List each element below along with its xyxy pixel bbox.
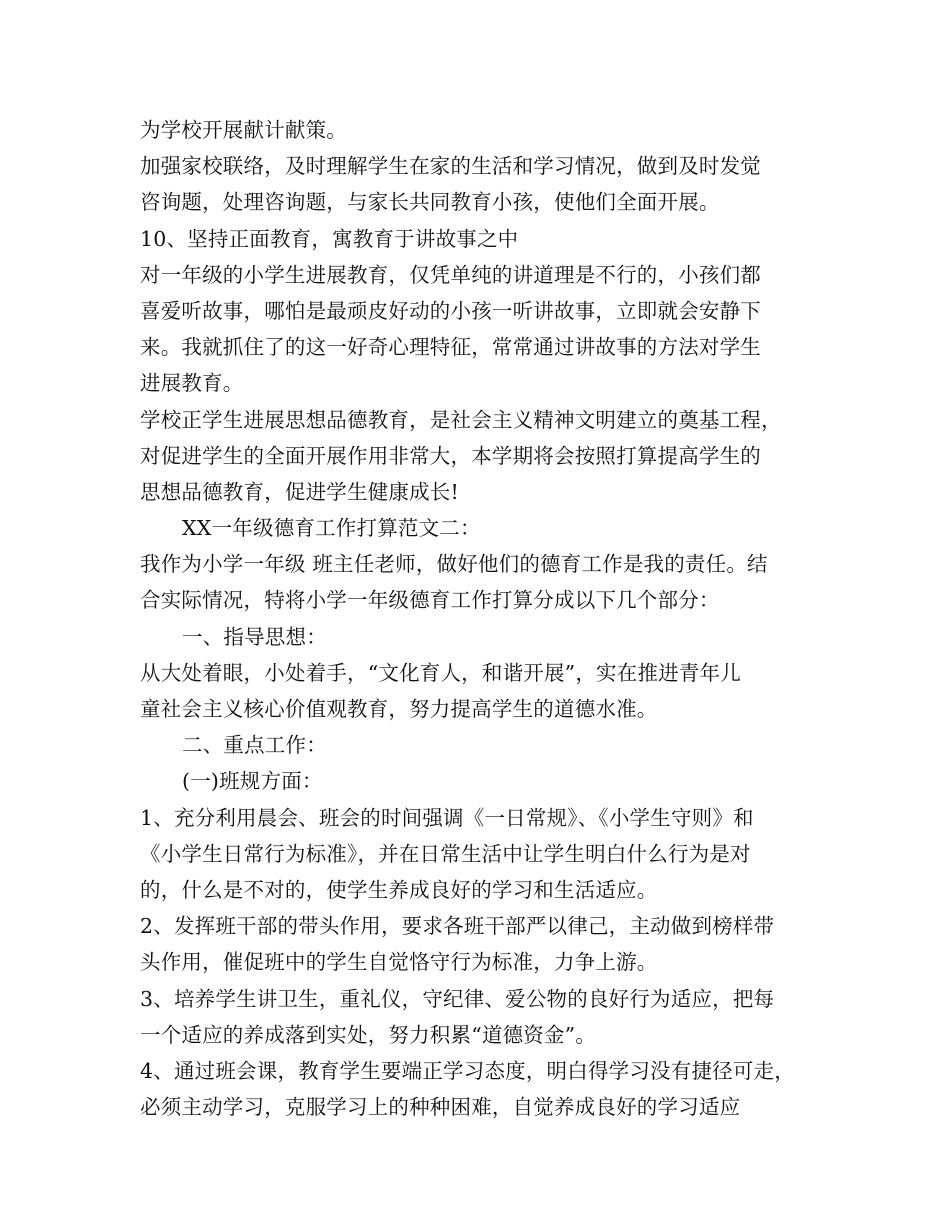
text-line: 二、重点工作： bbox=[182, 733, 327, 758]
text-line: 3、培养学生讲卫生，重礼仪，守纪律、爱公物的良好行为适应，把每 bbox=[140, 986, 775, 1011]
text-line: 来。我就抓住了的这一好奇心理特征，常常通过讲故事的方法对学生 bbox=[140, 335, 761, 360]
text-line: 10、坚持正面教育，寓教育于讲故事之中 bbox=[140, 226, 519, 251]
text-line: 加强家校联络，及时理解学生在家的生活和学习情况，做到及时发觉 bbox=[140, 154, 761, 179]
text-line: 必须主动学习，克服学习上的种种困难，自觉养成良好的学习适应 bbox=[140, 1095, 741, 1120]
text-line: 我作为小学一年级 班主任老师，做好他们的德育工作是我的责任。结 bbox=[140, 552, 768, 577]
text-line: 进展教育。 bbox=[140, 371, 244, 396]
text-line: 2、发挥班干部的带头作用，要求各班干部严以律己，主动做到榜样带 bbox=[140, 914, 775, 939]
text-line: 《小学生日常行为标准》，并在日常生活中让学生明白什么行为是对 bbox=[140, 841, 751, 866]
text-line: 一个适应的养成落到实处，努力积累“道德资金”。 bbox=[140, 1022, 597, 1047]
text-line: 学校正学生进展思想品德教育，是社会主义精神文明建立的奠基工程， bbox=[140, 407, 782, 432]
text-line: 头作用，催促班中的学生自觉恪守行为标准，力争上游。 bbox=[140, 950, 658, 975]
text-line: 合实际情况，特将小学一年级德育工作打算分成以下几个部分： bbox=[140, 588, 720, 613]
text-line: 从大处着眼，小处着手，“文化育人，和谐开展”，实在推进青年儿 bbox=[140, 660, 741, 685]
text-line: 童社会主义核心价值观教育，努力提高学生的道德水准。 bbox=[140, 697, 658, 721]
text-line: 对促进学生的全面开展作用非常大，本学期将会按照打算提高学生的 bbox=[140, 443, 761, 468]
text-line: 4、通过班会课，教育学生要端正学习态度，明白得学习没有捷径可走， bbox=[140, 1058, 795, 1083]
text-line: 喜爱听故事，哪怕是最顽皮好动的小孩一听讲故事，立即就会安静下 bbox=[140, 298, 761, 323]
text-line: 对一年级的小学生进展教育，仅凭单纯的讲道理是不行的，小孩们都 bbox=[140, 262, 761, 287]
document-body bbox=[140, 112, 840, 1125]
text-line: (一)班规方面： bbox=[182, 769, 323, 794]
text-line: 1、充分利用晨会、班会的时间强调《一日常规》、《小学生守则》和 bbox=[140, 805, 754, 830]
text-line: 一、指导思想： bbox=[182, 624, 327, 649]
text-line: XX一年级德育工作打算范文二： bbox=[182, 516, 481, 541]
text-line: 思想品德教育，促进学生健康成长! bbox=[140, 479, 459, 504]
text-line: 咨询题，处理咨询题，与家长共同教育小孩，使他们全面开展。 bbox=[140, 190, 720, 215]
text-line: 的，什么是不对的，使学生养成良好的学习和生活适应。 bbox=[140, 877, 658, 902]
text-line: 为学校开展献计献策。 bbox=[140, 118, 347, 142]
